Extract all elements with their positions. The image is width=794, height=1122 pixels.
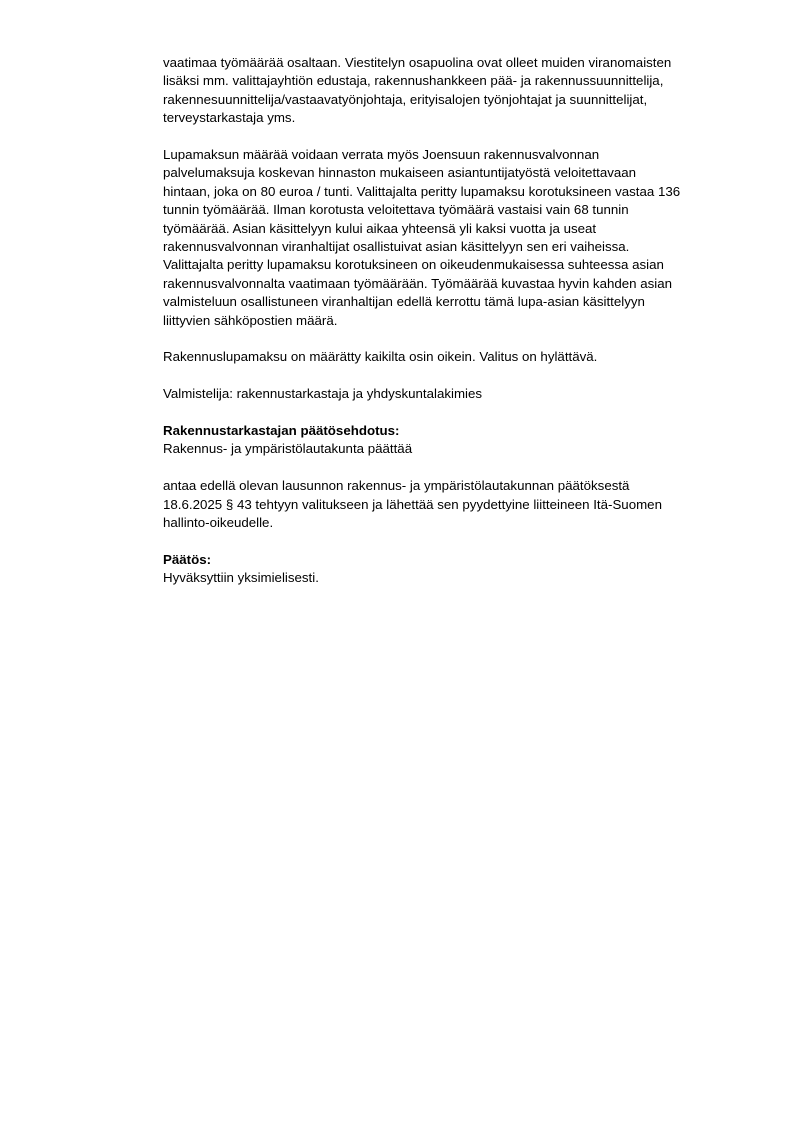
text-line: Lupamaksun määrää voidaan verrata myös Joensuun rakennusvalvonnan bbox=[163, 147, 600, 163]
decision-heading: Päätös: bbox=[163, 551, 212, 567]
proposal-body bbox=[163, 477, 743, 532]
text-line: vaatimaa työmäärää osaltaan. Viestitelyn osapuolina ovat olleet muiden viranomaisten bbox=[163, 55, 672, 70]
text-line: hintaan, joka on 80 euroa / tunti. Valittajalta peritty lupamaksu korotuksineen vastaa 136 bbox=[163, 183, 681, 199]
text-line: hallinto-oikeudelle. bbox=[163, 515, 274, 531]
text-line: valmisteluun osallistuneen viranhaltijan edellä kerrottu tämä lupa-asian käsittelyyn bbox=[163, 294, 645, 310]
text-line: Valittajalta peritty lupamaksu korotuksineen on oikeudenmukaisessa suhteessa asian bbox=[163, 257, 664, 273]
text-line: tunnin työmäärää. Ilman korotusta veloitettava työmäärä vastaisi vain 68 tunnin bbox=[163, 202, 629, 218]
text-line: rakennesuunnittelija/vastaavatyönjohtaja, erityisalojen työnjohtajat ja suunnittelijat, bbox=[163, 91, 648, 107]
proposal-intro: Rakennus- ja ympäristölautakunta päättää bbox=[163, 441, 413, 457]
text-line: liittyvien sähköpostien määrä. bbox=[163, 312, 338, 328]
text-line: terveystarkastaja yms. bbox=[163, 110, 296, 126]
proposal-heading: Rakennustarkastajan päätösehdotus: bbox=[163, 423, 400, 439]
text-line: lisäksi mm. valittajayhtiön edustaja, rakennushankkeen pää- ja rakennussuunnittelija, bbox=[163, 73, 664, 89]
fee-paragraph bbox=[163, 146, 743, 330]
text-line: 18.6.2025 § 43 tehtyyn valitukseen ja lähettää sen pyydettyine liitteineen Itä-Suomen bbox=[163, 496, 662, 512]
conclusion-paragraph bbox=[163, 348, 743, 366]
conclusion-text: Rakennuslupamaksu on määrätty kaikilta osin oikein. Valitus on hylättävä. bbox=[163, 349, 598, 365]
text-line: rakennusvalvonnan viranhaltijat osallistuivat asian käsittelyyn sen eri vaiheissa. bbox=[163, 239, 630, 255]
document-page bbox=[163, 54, 743, 606]
decision-text: Hyväksyttiin yksimielisesti. bbox=[163, 570, 319, 586]
intro-paragraph bbox=[163, 54, 743, 128]
text-line: antaa edellä olevan lausunnon rakennus- ja ympäristölautakunnan päätöksestä bbox=[163, 478, 630, 494]
decision-section bbox=[163, 551, 743, 588]
preparer-paragraph bbox=[163, 385, 743, 403]
text-line: rakennusvalvonnalta vaatimaan työmäärään. Työmäärää kuvastaa hyvin kahden asian bbox=[163, 275, 673, 291]
text-line: palvelumaksuja koskevan hinnaston mukaiseen asiantuntijatyöstä veloitettavaan bbox=[163, 165, 637, 181]
preparer-text: Valmistelija: rakennustarkastaja ja yhdyskuntalakimies bbox=[163, 386, 483, 402]
proposal-section bbox=[163, 422, 743, 459]
text-line: työmäärää. Asian käsittelyyn kului aikaa yhteensä yli kaksi vuotta ja useat bbox=[163, 220, 597, 236]
